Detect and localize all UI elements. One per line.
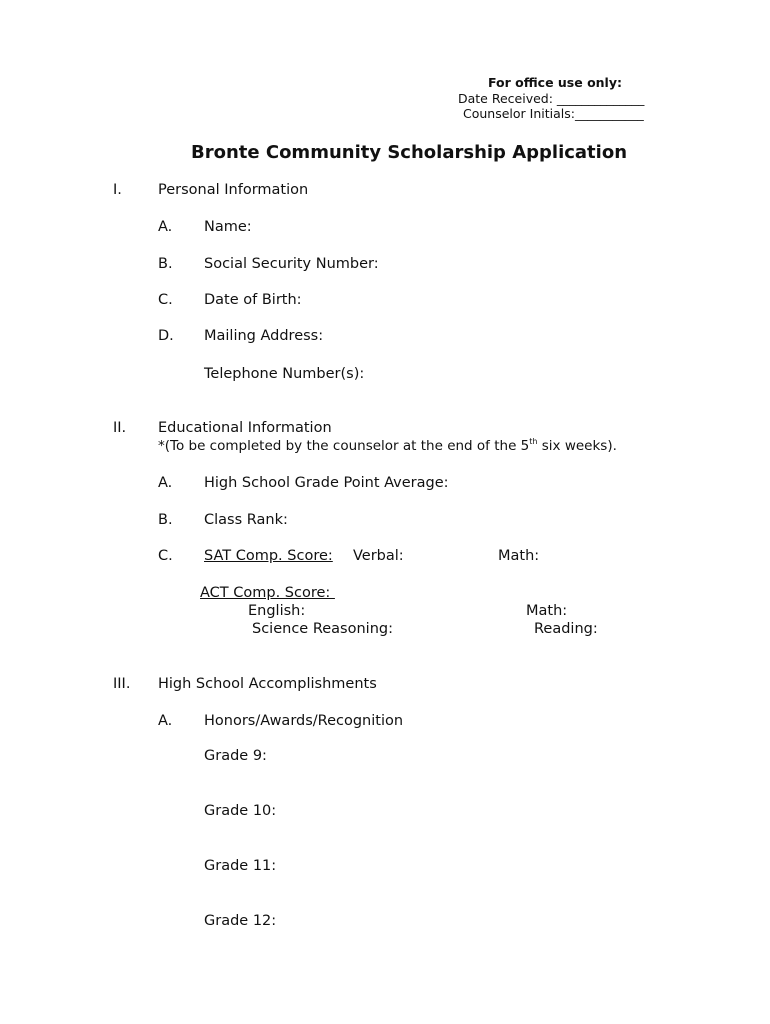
sat-math-label: Math: — [498, 548, 540, 564]
section-2-numeral: II. — [113, 420, 127, 436]
item-letter: B. — [158, 256, 173, 272]
honors-label: Honors/Awards/Recognition — [204, 713, 404, 729]
date-received-field: Date Received: ______________ — [458, 91, 645, 106]
counselor-note — [158, 437, 617, 455]
section-2-heading: Educational Information — [158, 420, 332, 436]
act-english-label: English: — [248, 603, 306, 619]
section-1-numeral: I. — [113, 182, 122, 198]
note-text: *(To be completed by the counselor at the end of the 5 — [158, 438, 530, 454]
section-3-numeral: III. — [113, 676, 131, 692]
document-title: Bronte Community Scholarship Application — [191, 142, 628, 163]
sat-score-label: SAT Comp. Score: — [204, 548, 333, 564]
item-letter: A. — [158, 475, 173, 491]
item-letter: B. — [158, 512, 173, 528]
section-1-heading: Personal Information — [158, 182, 309, 198]
item-letter: C. — [158, 292, 173, 308]
class-rank-label: Class Rank: — [204, 512, 288, 528]
act-reading-label: Reading: — [534, 621, 598, 637]
item-letter: D. — [158, 328, 174, 344]
act-score-label: ACT Comp. Score: — [200, 585, 335, 601]
dob-label: Date of Birth: — [204, 292, 302, 308]
grade-10-label: Grade 10: — [204, 803, 277, 819]
grade-11-label: Grade 11: — [204, 858, 277, 874]
counselor-initials-field: Counselor Initials:___________ — [463, 106, 644, 121]
act-science-label: Science Reasoning: — [252, 621, 393, 637]
item-letter: A. — [158, 713, 173, 729]
gpa-label: High School Grade Point Average: — [204, 475, 449, 491]
mailing-address-label: Mailing Address: — [204, 328, 324, 344]
grade-9-label: Grade 9: — [204, 748, 267, 764]
note-superscript: th — [529, 437, 538, 446]
ssn-label: Social Security Number: — [204, 256, 379, 272]
office-use-heading: For office use only: — [488, 75, 622, 90]
item-letter: C. — [158, 548, 173, 564]
item-letter: A. — [158, 219, 173, 235]
telephone-label: Telephone Number(s): — [204, 366, 365, 382]
note-text-end: six weeks). — [537, 438, 617, 454]
sat-verbal-label: Verbal: — [353, 548, 404, 564]
name-label: Name: — [204, 219, 252, 235]
act-math-label: Math: — [526, 603, 568, 619]
section-3-heading: High School Accomplishments — [158, 676, 377, 692]
grade-12-label: Grade 12: — [204, 913, 277, 929]
